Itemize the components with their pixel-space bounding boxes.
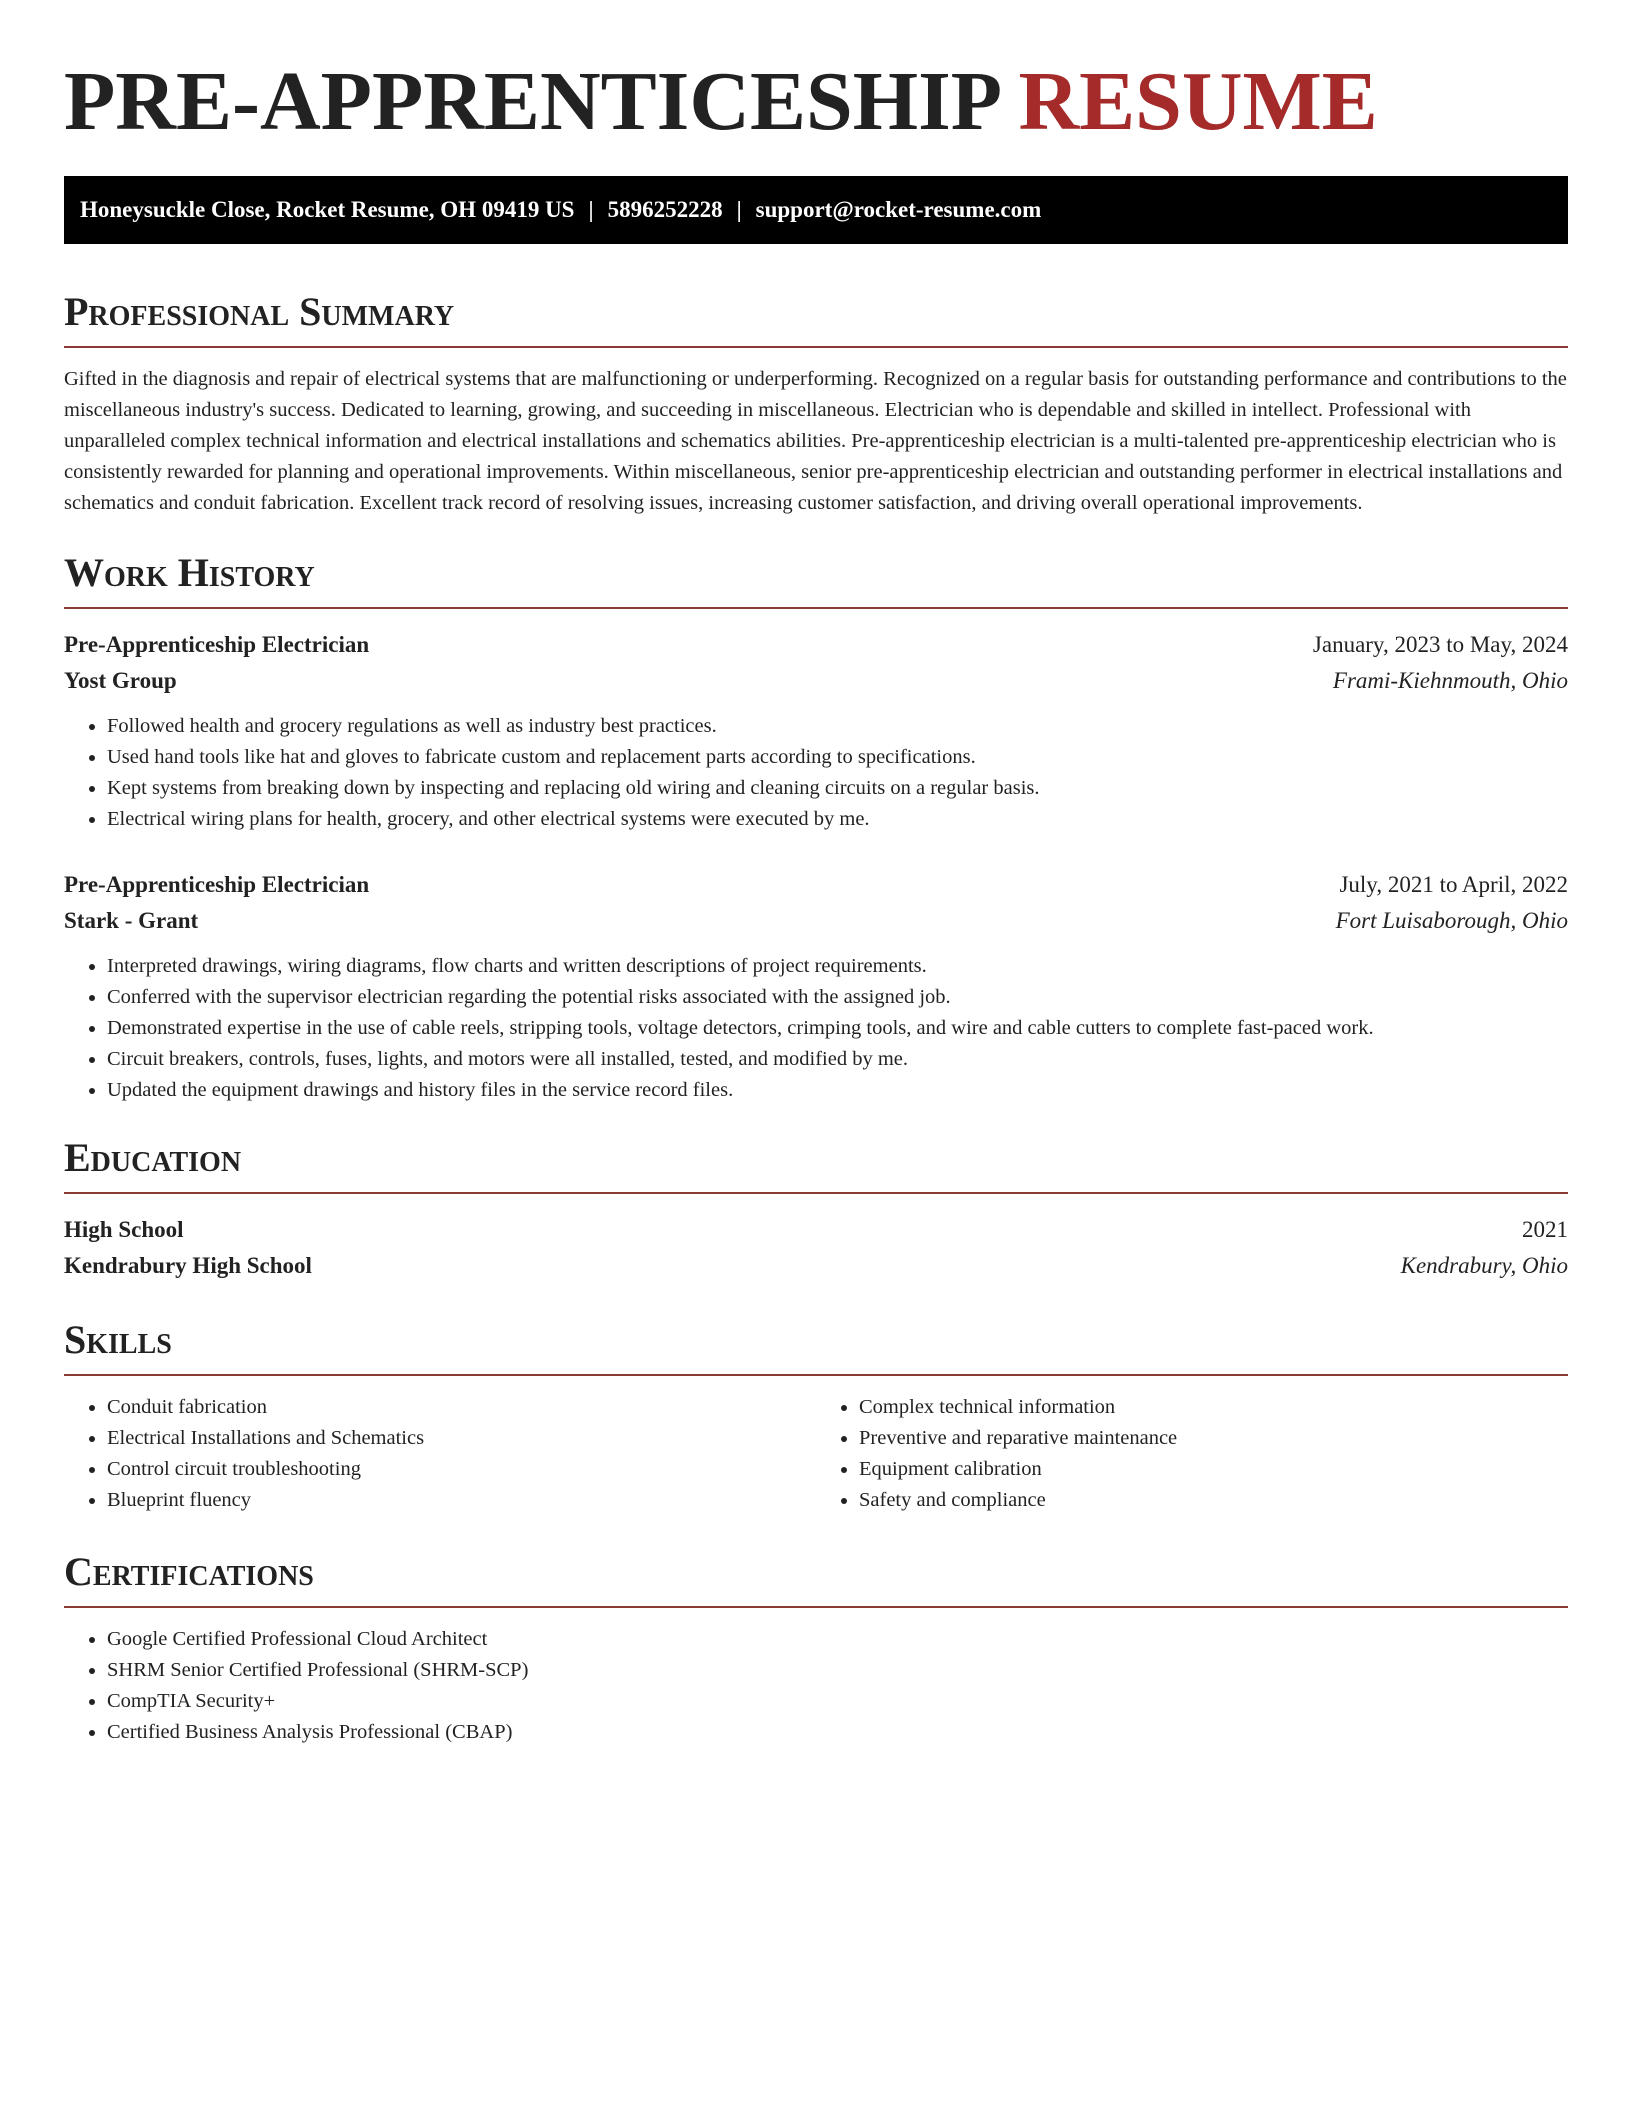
skills-columns <box>64 1392 1568 1516</box>
title-accent: RESUME <box>1018 55 1378 148</box>
job-location: Frami-Kiehnmouth, Ohio <box>1332 668 1568 693</box>
skills-heading: Skills <box>64 1316 1568 1376</box>
contact-email[interactable]: support@rocket-resume.com <box>755 197 1042 222</box>
list-item: • Electrical Installations and Schematics <box>107 1423 816 1454</box>
job-header-row <box>64 867 1568 903</box>
list-item: • Demonstrated expertise in the use of cable reels, stripping tools, voltage detectors, crimping tools, and wire and cable cutters to complete fast-paced work. <box>107 1013 1568 1044</box>
certifications-heading: Certifications <box>64 1548 1568 1608</box>
job-entry <box>64 867 1568 1106</box>
resume-title <box>64 0 1568 172</box>
skills-section <box>64 1316 1568 1516</box>
skills-right-list <box>816 1392 1568 1516</box>
contact-address: Honeysuckle Close, Rocket Resume, OH 09419 US <box>80 197 575 222</box>
list-item: • Blueprint fluency <box>107 1485 816 1516</box>
education-degree-row <box>64 1212 1568 1248</box>
list-item: • Conferred with the supervisor electrician regarding the potential risks associated with the assigned job. <box>107 982 1568 1013</box>
job-title: Pre-Apprenticeship Electrician <box>64 872 370 897</box>
list-item: • CompTIA Security+ <box>107 1686 1568 1717</box>
contact-separator: | <box>588 197 594 222</box>
list-item: • Google Certified Professional Cloud Architect <box>107 1624 1568 1655</box>
education-entry <box>64 1212 1568 1284</box>
education-school: Kendrabury High School <box>64 1253 312 1278</box>
list-item: • SHRM Senior Certified Professional (SHRM-SCP) <box>107 1655 1568 1686</box>
list-item: • Interpreted drawings, wiring diagrams, flow charts and written descriptions of project requirements. <box>107 951 1568 982</box>
job-bullets <box>64 711 1568 835</box>
list-item: • Followed health and grocery regulations as well as industry best practices. <box>107 711 1568 742</box>
job-company: Stark - Grant <box>64 908 199 933</box>
list-item: • Equipment calibration <box>859 1454 1568 1485</box>
job-title: Pre-Apprenticeship Electrician <box>64 632 370 657</box>
summary-section <box>64 288 1568 519</box>
list-item: • Control circuit troubleshooting <box>107 1454 816 1485</box>
list-item: • Kept systems from breaking down by inspecting and replacing old wiring and cleaning circuits on a regular basis. <box>107 773 1568 804</box>
list-item: • Conduit fabrication <box>107 1392 816 1423</box>
job-entry <box>64 627 1568 835</box>
education-year: 2021 <box>1522 1217 1568 1242</box>
list-item: • Complex technical information <box>859 1392 1568 1423</box>
title-main: PRE-APPRENTICESHIP <box>64 55 998 148</box>
summary-heading: Professional Summary <box>64 288 1568 348</box>
education-section <box>64 1134 1568 1284</box>
list-item: • Certified Business Analysis Professional (CBAP) <box>107 1717 1568 1748</box>
job-header-row <box>64 627 1568 663</box>
job-location: Fort Luisaborough, Ohio <box>1335 908 1568 933</box>
job-company: Yost Group <box>64 668 177 693</box>
list-item: • Updated the equipment drawings and history files in the service record files. <box>107 1075 1568 1106</box>
education-heading: Education <box>64 1134 1568 1194</box>
work-history-section <box>64 549 1568 1106</box>
certifications-section <box>64 1548 1568 1748</box>
education-location: Kendrabury, Ohio <box>1400 1253 1568 1278</box>
job-dates: July, 2021 to April, 2022 <box>1339 872 1568 897</box>
skills-left-list <box>64 1392 816 1516</box>
education-school-row <box>64 1248 1568 1284</box>
job-company-row <box>64 903 1568 939</box>
work-history-heading: Work History <box>64 549 1568 609</box>
job-dates: January, 2023 to May, 2024 <box>1312 632 1568 657</box>
certifications-list <box>64 1624 1568 1748</box>
contact-separator: | <box>736 197 742 222</box>
job-bullets <box>64 951 1568 1106</box>
contact-phone[interactable]: 5896252228 <box>607 197 723 222</box>
education-degree: High School <box>64 1217 184 1242</box>
summary-text: Gifted in the diagnosis and repair of electrical systems that are malfunctioning or underperforming. Recognized on a regular basis for outstanding performance and contributions to the miscellaneous industry's success. Dedicated to learning, growing, and succeeding in miscellaneous. Electrician who is dependable and skilled in intellect. Professional with unparalleled complex technical information and electrical installations and schematics abilities. Pre-apprenticeship electrician is a multi-talented pre-apprenticeship electrician who is consistently rewarded for planning and operational improvements. Within miscellaneous, senior pre-apprenticeship electrician and outstanding performer in electrical installations and schematics and conduit fabrication. Excellent track record of resolving issues, increasing customer satisfaction, and driving overall operational improvements. <box>64 368 1567 514</box>
contact-bar <box>64 176 1568 244</box>
list-item: • Electrical wiring plans for health, grocery, and other electrical systems were executed by me. <box>107 804 1568 835</box>
list-item: • Circuit breakers, controls, fuses, lights, and motors were all installed, tested, and modified by me. <box>107 1044 1568 1075</box>
list-item: • Preventive and reparative maintenance <box>859 1423 1568 1454</box>
list-item: • Used hand tools like hat and gloves to fabricate custom and replacement parts according to specifications. <box>107 742 1568 773</box>
list-item: • Safety and compliance <box>859 1485 1568 1516</box>
job-company-row <box>64 663 1568 699</box>
